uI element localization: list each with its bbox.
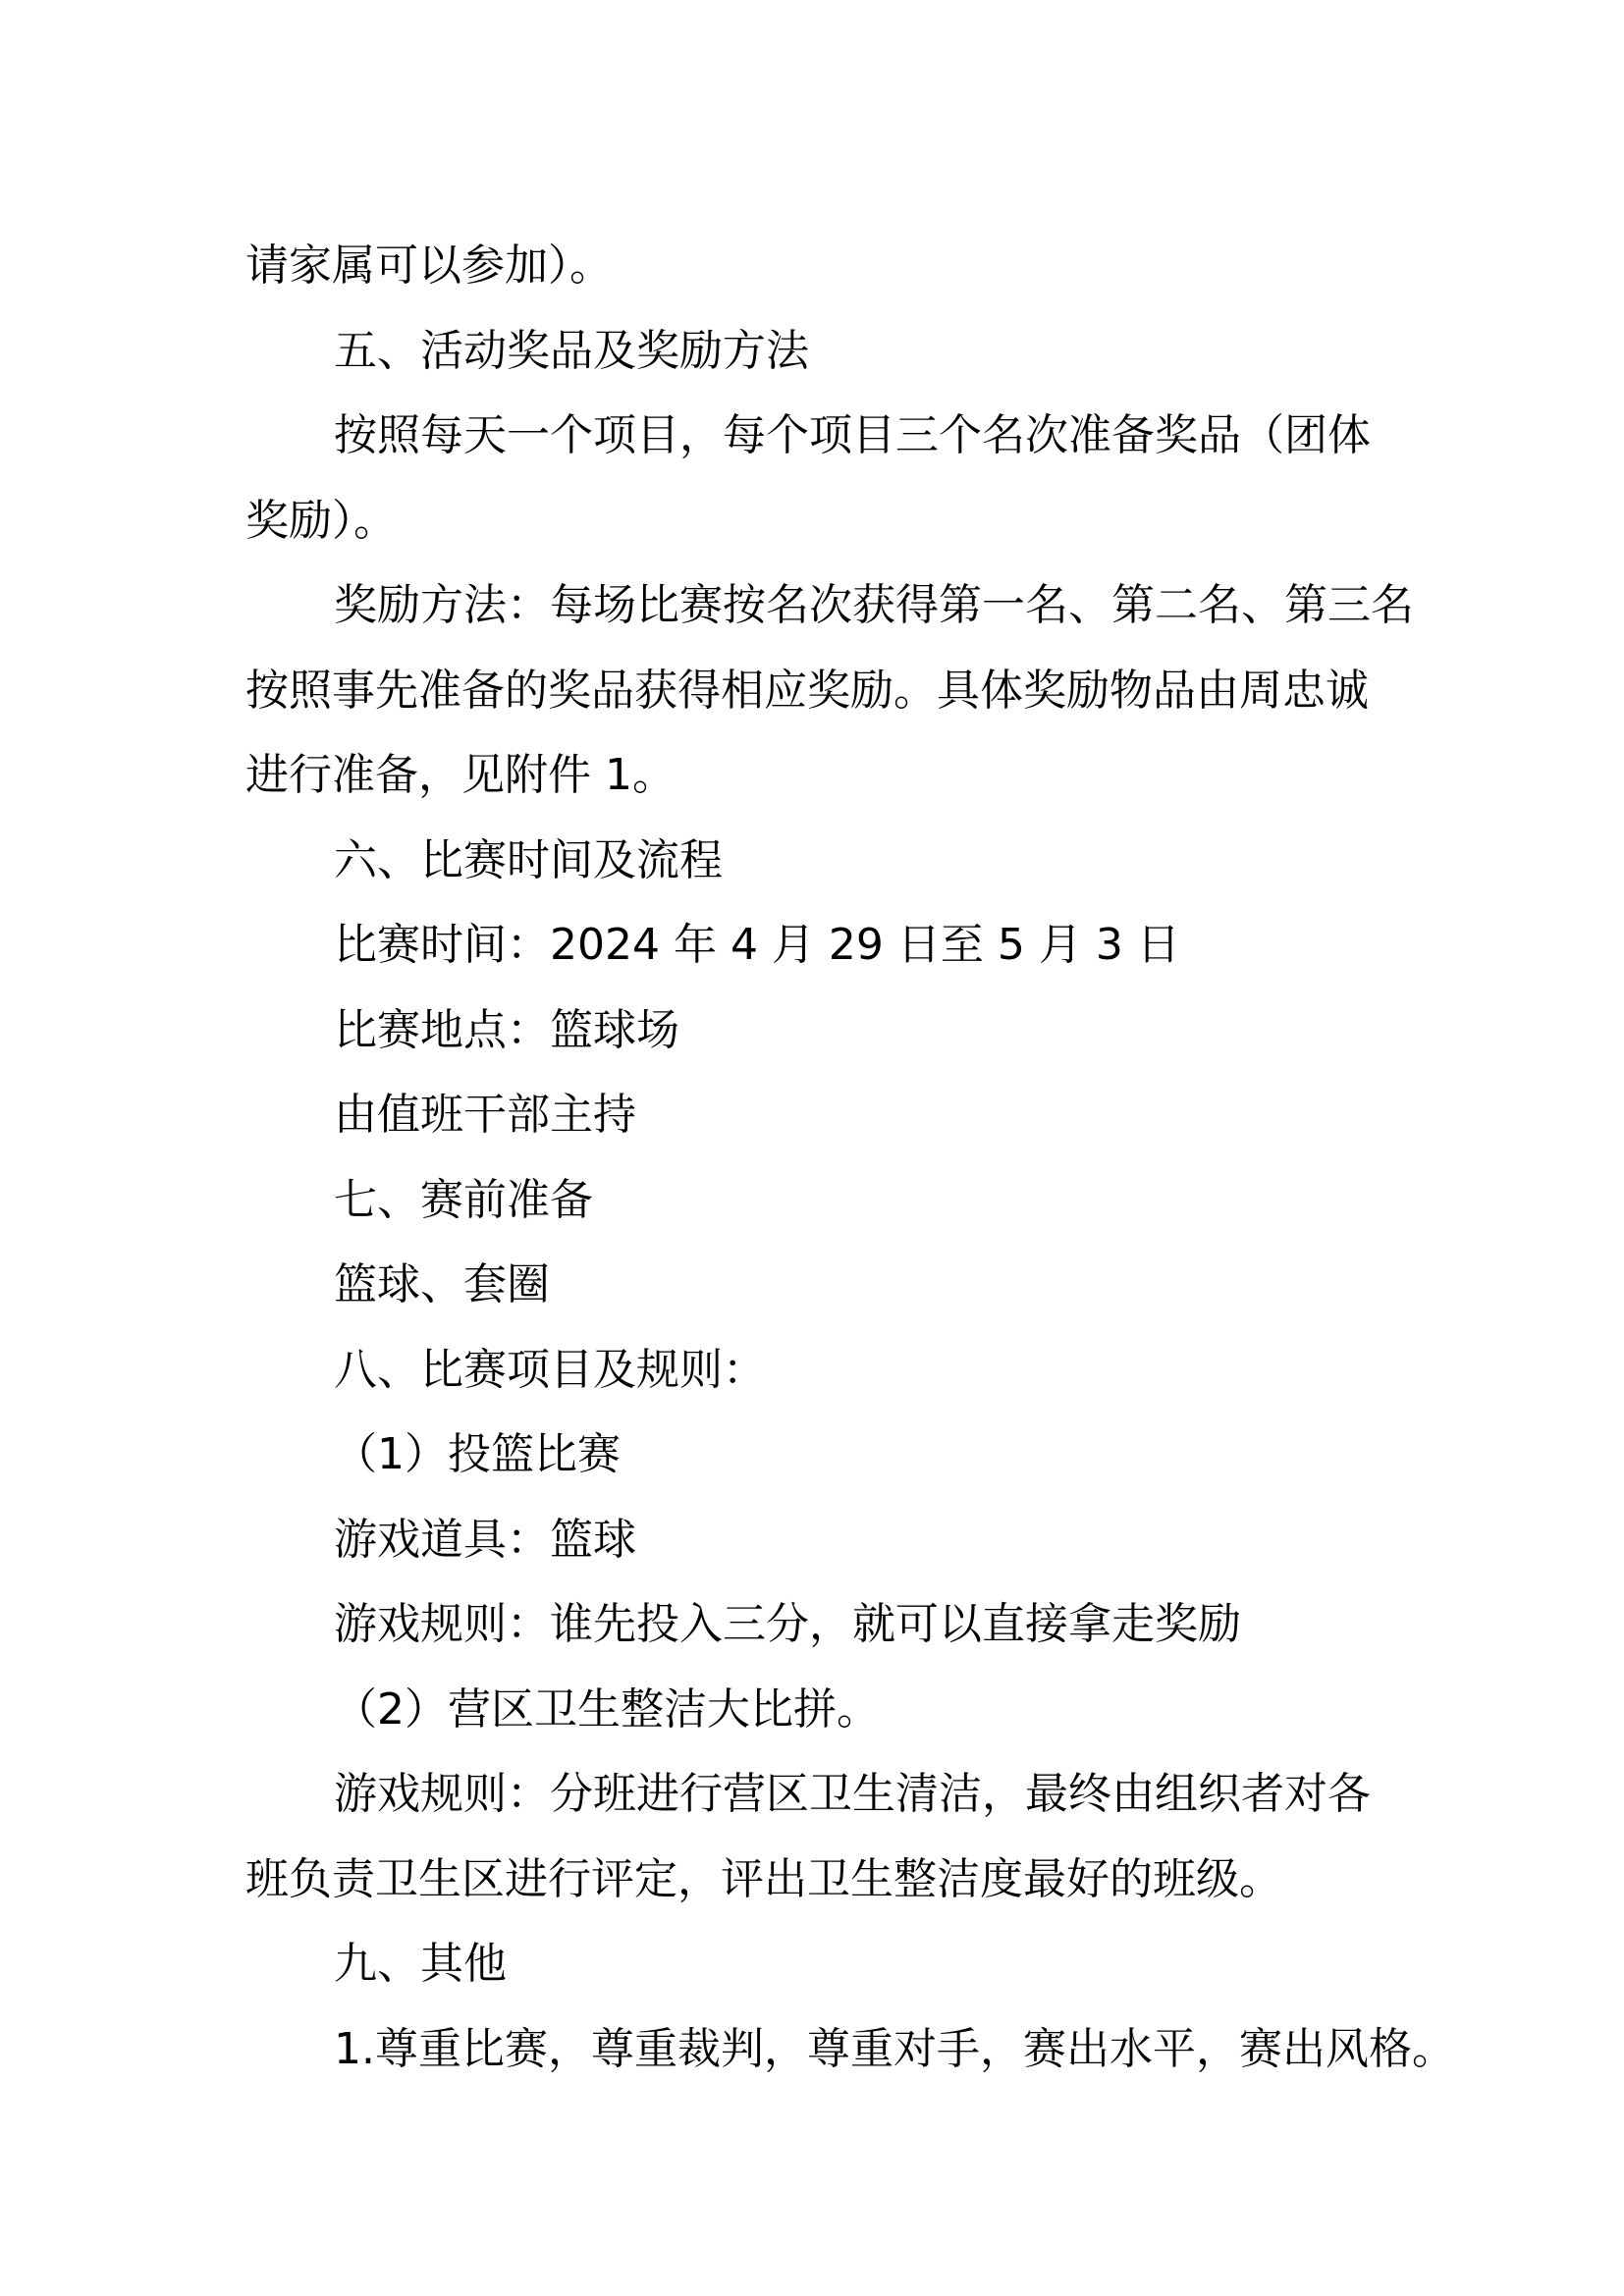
event-1-title: （1）投篮比赛 (334, 1429, 621, 1479)
paragraph-continuation-family: 请家属可以参加）。 (245, 240, 613, 291)
event-1-props: 游戏道具：篮球 (334, 1514, 636, 1565)
paragraph-prizes-line-1: 按照每天一个项目，每个项目三个名次准备奖品（团体 (334, 410, 1371, 460)
other-item-1: 1.尊重比赛，尊重裁判，尊重对手，赛出水平，赛出风格。 (334, 2023, 1455, 2074)
match-location: 比赛地点：篮球场 (334, 1004, 679, 1055)
preparation-items: 篮球、套圈 (334, 1259, 550, 1309)
event-2-rules-line-2: 班负责卫生区进行评定，评出卫生整洁度最好的班级。 (245, 1853, 1282, 1904)
section-heading-8-events-rules: 八、比赛项目及规则： (334, 1344, 766, 1395)
event-2-rules-line-1: 游戏规则：分班进行营区卫生清洁，最终由组织者对各 (334, 1769, 1371, 1819)
section-heading-9-other: 九、其他 (334, 1939, 507, 1989)
match-time: 比赛时间：2024 年 4 月 29 日至 5 月 3 日 (334, 920, 1180, 970)
section-heading-5-prizes: 五、活动奖品及奖励方法 (334, 325, 809, 376)
event-1-rules: 游戏规则：谁先投入三分，就可以直接拿走奖励 (334, 1599, 1241, 1649)
section-heading-6-schedule: 六、比赛时间及流程 (334, 834, 723, 885)
section-heading-7-preparation: 七、赛前准备 (334, 1174, 593, 1225)
paragraph-reward-method-line-3: 进行准备，见附件 1。 (245, 750, 676, 800)
paragraph-reward-method-line-2: 按照事先准备的奖品获得相应奖励。具体奖励物品由周忠诚 (245, 665, 1369, 716)
match-host: 由值班干部主持 (334, 1090, 636, 1140)
document-body (245, 224, 1455, 2092)
paragraph-reward-method-line-1: 奖励方法：每场比赛按名次获得第一名、第二名、第三名 (334, 580, 1414, 630)
event-2-title: （2）营区卫生整洁大比拼。 (334, 1683, 880, 1735)
paragraph-prizes-line-2: 奖励）。 (245, 495, 397, 546)
